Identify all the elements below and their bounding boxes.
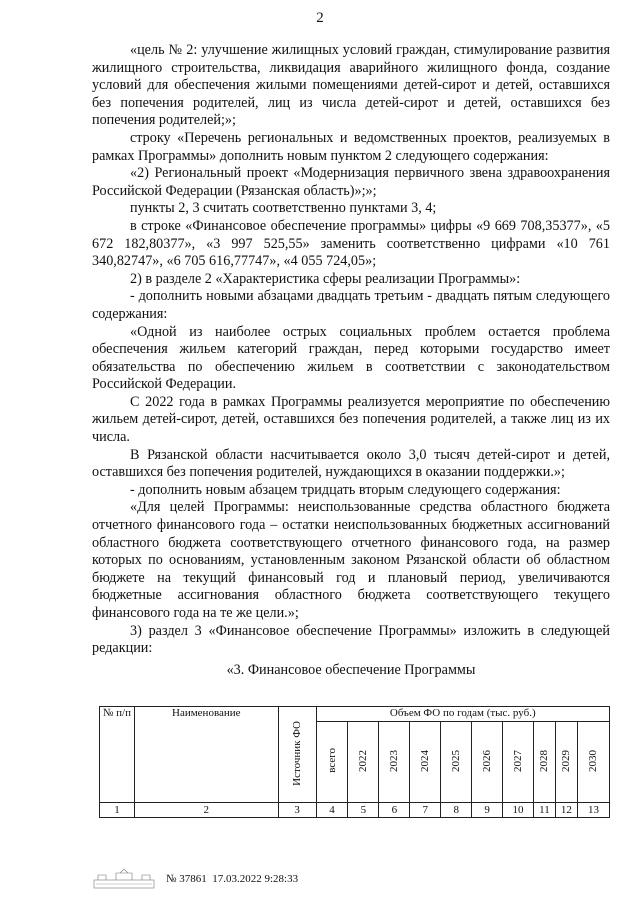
paragraph: «цель № 2: улучшение жилищных условий граждан, стимулирование развития жилищного строительства, ликвидация аварийного жилищного фонда, создание условий для обеспечения жилыми помещениями детей-сирот и детей, оставшихся без попечения родителей, лиц из числа детей-сирот и детей, оставшихся без попечения родителей;»;	[92, 42, 610, 129]
paragraph: В Рязанской области насчитывается около 3,0 тысяч детей-сирот и детей, оставшихся без попечения родителей, нуждающихся в оказании поддержки.»;	[92, 446, 610, 481]
table-cell: 13	[577, 803, 609, 818]
header-year-col: 2022	[348, 722, 379, 803]
table-cell: 1	[100, 803, 135, 818]
table-cell: 9	[472, 803, 503, 818]
table-cell: 5	[348, 803, 379, 818]
paragraph: «Для целей Программы: неиспользованные средства областного бюджета отчетного финансового года – остатки неиспользованных бюджетных ассигнований областного бюджета соответствующего отчетного финансового года, на размер которых по основаниям, установленным законом Рязанской области об областном бюджете на текущий финансовый год и плановый период, увеличиваются бюджетные ассигнования областного бюджета соответствующего текущего финансового года на те же цели.»;	[92, 499, 610, 621]
header-year-col: 2023	[379, 722, 410, 803]
header-year-col: 2029	[555, 722, 577, 803]
table-cell: 7	[410, 803, 441, 818]
paragraph: 2) в разделе 2 «Характеристика сферы реализации Программы»:	[130, 270, 521, 287]
building-logo-icon	[92, 868, 156, 890]
footer	[92, 868, 298, 890]
page-number: 2	[316, 10, 324, 26]
header-source: Источник ФО	[278, 707, 316, 803]
doc-number: № 37861	[166, 873, 207, 885]
header-year-col: 2030	[577, 722, 609, 803]
header-number: № п/п	[100, 707, 135, 803]
table-cell: 8	[441, 803, 472, 818]
header-year-col: 2024	[410, 722, 441, 803]
paragraph: в строке «Финансовое обеспечение программы» цифры «9 669 708,35377», «5 672 182,80377», «3 997 525,55» заменить соответственно цифрами «10 761 340,82747», «6 705 616,77747», «4 055 724,05»;	[92, 217, 610, 270]
paragraph: 3) раздел 3 «Финансовое обеспечение Программы» изложить в следующей редакции:	[92, 622, 610, 657]
table-cell: 10	[503, 803, 534, 818]
paragraph: пункты 2, 3 считать соответственно пунктами 3, 4;	[130, 200, 437, 217]
header-year-col: 2028	[534, 722, 556, 803]
paragraph: - дополнить новым абзацем тридцать вторым следующего содержания:	[130, 481, 561, 498]
header-name: Наименование	[134, 707, 278, 803]
paragraph: С 2022 года в рамках Программы реализуется мероприятие по обеспечению жильем детей-сирот, детей, оставшихся без попечения родителей, а также лиц из их числа.	[92, 393, 610, 446]
paragraph: «2) Региональный проект «Модернизация первичного звена здравоохранения Российской Федерации (Рязанская область)»;»;	[92, 165, 610, 199]
financing-table	[99, 706, 610, 818]
table-cell: 12	[555, 803, 577, 818]
paragraph: - дополнить новыми абзацами двадцать третьим - двадцать пятым следующего содержания:	[92, 288, 610, 322]
table-cell: 11	[534, 803, 556, 818]
table-cell: 6	[379, 803, 410, 818]
document-body	[92, 42, 610, 679]
header-year-col: 2026	[472, 722, 503, 803]
table-cell: 3	[278, 803, 316, 818]
doc-timestamp: 17.03.2022 9:28:33	[212, 873, 299, 885]
section-heading: «3. Финансовое обеспечение Программы	[226, 661, 476, 678]
header-year-col: всего	[316, 722, 348, 803]
table-cell: 4	[316, 803, 348, 818]
paragraph: строку «Перечень региональных и ведомственных проектов, реализуемых в рамках Программы» дополнить новым пунктом 2 следующего содержания:	[92, 129, 610, 164]
header-volume: Объем ФО по годам (тыс. руб.)	[316, 707, 609, 722]
header-year-col: 2027	[503, 722, 534, 803]
header-year-col: 2025	[441, 722, 472, 803]
table-row	[100, 803, 610, 818]
table-cell: 2	[134, 803, 278, 818]
paragraph: «Одной из наиболее острых социальных проблем остается проблема обеспечения жильем категорий граждан, перед которыми государство имеет обязательства по обеспечению жильем в соответствии с законодательством Российской Федерации.	[92, 323, 610, 393]
